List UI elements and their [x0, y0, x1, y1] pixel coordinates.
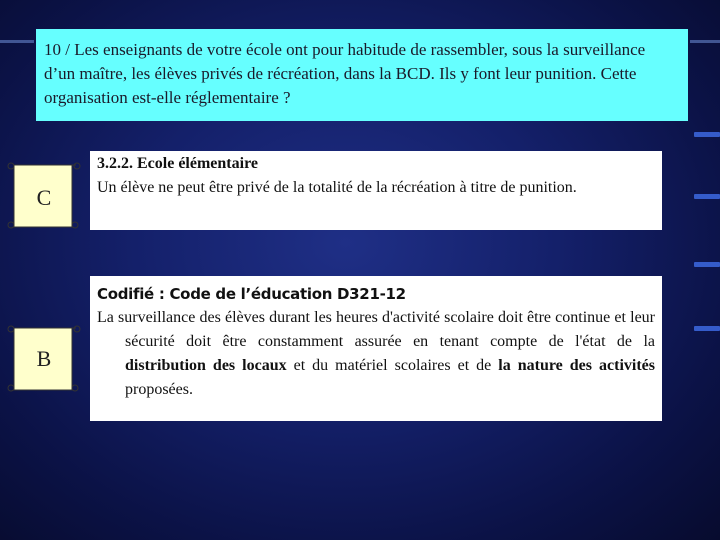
answer-b-body-bold1: distribution des locaux	[125, 357, 287, 374]
question-text: 10 / Les enseignants de votre école ont pour habitude de rassembler, sous la surveillance d’un maître, les élèves privés de récréation, dans la BCD. Ils y font leur punition. Cette organisation est-elle réglementaire ?	[44, 40, 646, 107]
answer-b-body-part1: La surveillance des élèves durant les heures d'activité scolaire doit être continue et leur sécurité doit être constamment assurée en tenant compte de l'état de la	[97, 309, 655, 350]
answer-b-title: Codifié : Code de l’éducation D321-12	[97, 285, 406, 303]
answer-b-body-part2: et du matériel scolaires et de	[286, 357, 499, 374]
answer-c-letter: C	[36, 185, 52, 210]
question-box	[36, 29, 688, 121]
answer-c-title: 3.2.2. Ecole élémentaire	[97, 155, 258, 172]
answer-b-body-part3: proposées.	[125, 381, 193, 398]
answer-b-box	[90, 276, 662, 421]
answer-c-body: Un élève ne peut être privé de la totalité de la récréation à titre de punition.	[97, 179, 577, 196]
answer-c-box	[90, 151, 662, 230]
answer-c-scroll[interactable]	[6, 159, 82, 231]
answer-b-body	[97, 306, 655, 402]
answer-b-body-bold2: la nature des activités	[498, 357, 656, 374]
answer-b-letter: B	[36, 346, 52, 371]
answer-b-scroll[interactable]	[6, 322, 82, 394]
